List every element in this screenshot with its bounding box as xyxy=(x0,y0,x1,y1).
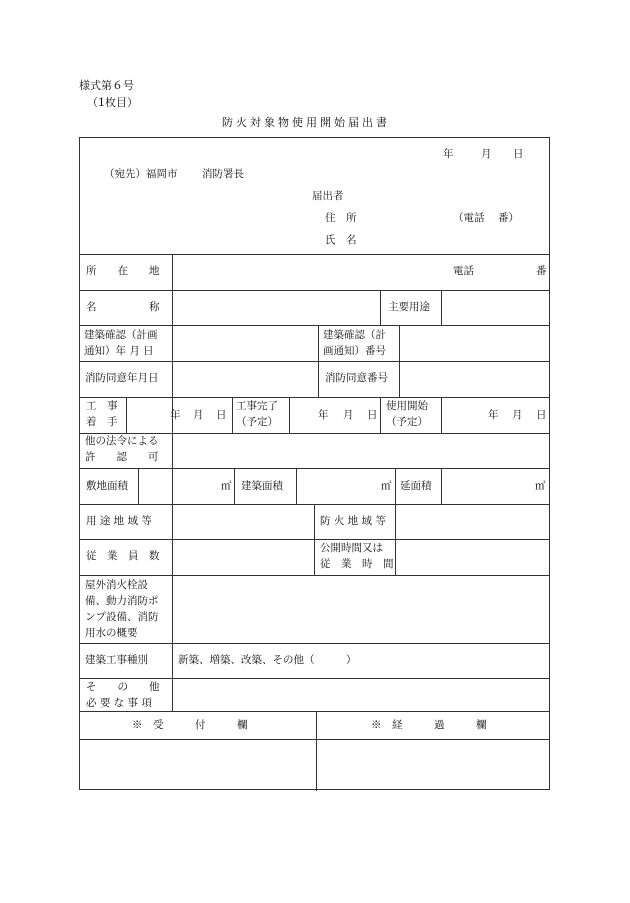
label-line: ンプ設備、消防 xyxy=(85,611,159,623)
label-line: 画通知）番号 xyxy=(323,345,386,357)
divider xyxy=(289,397,290,433)
completion-label xyxy=(236,400,278,429)
building-area-label: 建築面積 xyxy=(241,480,283,492)
notification-form xyxy=(79,137,550,790)
use-start-day: 日 xyxy=(536,409,547,421)
label-line: 公開時間又は xyxy=(320,542,383,554)
completion-month: 月 xyxy=(343,409,354,421)
divider xyxy=(296,468,297,504)
label-line: 建築確認（計 xyxy=(323,329,386,341)
start-day: 日 xyxy=(216,409,227,421)
site-area-unit: ㎡ xyxy=(221,480,232,492)
divider xyxy=(138,468,139,504)
phone-label: （電話 xyxy=(453,212,485,224)
name-label: 氏 名 xyxy=(325,234,357,246)
divider xyxy=(316,711,317,791)
label-line: 着 手 xyxy=(86,416,118,428)
divider xyxy=(80,433,549,434)
label-line: 通知）年 月 日 xyxy=(84,345,154,357)
use-start-month: 月 xyxy=(512,409,523,421)
facility-name-label: 名 称 xyxy=(86,301,160,313)
total-floor-area-unit: ㎡ xyxy=(535,480,546,492)
divider xyxy=(80,678,549,679)
location-phone-suffix: 番 xyxy=(536,265,547,277)
address-label: 住 所 xyxy=(325,212,357,224)
date-month: 月 xyxy=(481,148,492,160)
site-area-label: 敷地面積 xyxy=(86,480,128,492)
construction-start-label xyxy=(86,400,118,429)
label-line: 備、動力消防ポ xyxy=(85,595,159,607)
divider xyxy=(441,290,442,325)
start-month: 月 xyxy=(193,409,204,421)
label-line: 工事完了 xyxy=(236,400,278,412)
divider xyxy=(80,711,549,712)
addressee-name: 消防署長 xyxy=(202,168,244,180)
divider xyxy=(380,397,381,433)
divider xyxy=(80,643,549,644)
divider xyxy=(172,254,173,711)
divider xyxy=(80,290,549,291)
other-items-label xyxy=(86,681,160,710)
divider xyxy=(395,504,396,575)
form-number: 様式第６号 xyxy=(79,79,134,92)
start-year: 年 xyxy=(170,409,181,421)
divider xyxy=(80,254,549,255)
divider xyxy=(234,468,235,504)
label-line: 用水の概要 xyxy=(85,627,138,639)
label-line: そ の 他 xyxy=(86,681,160,693)
divider xyxy=(80,468,549,469)
label-line: 工 事 xyxy=(86,400,118,412)
use-zone-label: 用 途 地 域 等 xyxy=(86,515,152,527)
location-label xyxy=(86,265,166,278)
completion-day: 日 xyxy=(367,409,378,421)
phone-suffix: 番） xyxy=(498,212,519,224)
label-line: 建築確認（計画 xyxy=(84,329,158,341)
divider xyxy=(80,361,549,362)
other-permit-label xyxy=(85,435,159,464)
divider xyxy=(399,325,400,397)
divider xyxy=(80,739,549,740)
building-area-unit: ㎡ xyxy=(381,480,392,492)
page-title: 防火対象物使用開始届出書 xyxy=(222,116,390,129)
sheet-number: （1枚目） xyxy=(87,96,138,109)
label-line: 使用開始 xyxy=(386,400,428,412)
date-day: 日 xyxy=(513,148,524,160)
divider xyxy=(380,290,381,325)
label-line: 必 要 な 事 項 xyxy=(86,697,152,709)
divider xyxy=(318,325,319,397)
fire-zone-label: 防 火 地 域 等 xyxy=(320,515,386,527)
use-start-year: 年 xyxy=(488,409,499,421)
fire-consent-no-label: 消防同意番号 xyxy=(325,372,388,384)
fire-consent-date-label: 消防同意年月日 xyxy=(85,372,159,384)
divider xyxy=(441,397,442,433)
hours-label xyxy=(320,542,394,571)
label-line: 屋外消火栓設 xyxy=(85,579,148,591)
construction-type-value: 新築、増築、改築、その他（ ） xyxy=(178,654,357,666)
label-line: 他の法令による xyxy=(85,435,159,447)
divider xyxy=(232,397,233,433)
date-year: 年 xyxy=(443,148,454,160)
divider xyxy=(80,325,549,326)
addressee-prefix: （宛先）福岡市 xyxy=(104,168,178,180)
divider xyxy=(395,468,396,504)
applicant-label: 届出者 xyxy=(312,190,344,202)
location-label-text: 所 在 地 xyxy=(86,265,160,277)
divider xyxy=(314,504,315,575)
completion-year: 年 xyxy=(318,409,329,421)
construction-type-label: 建築工事種別 xyxy=(85,654,148,666)
reception-column-header: ※ 受 付 欄 xyxy=(132,719,248,731)
main-use-label: 主要用途 xyxy=(388,301,430,313)
divider xyxy=(80,397,549,398)
progress-column-header: ※ 経 過 欄 xyxy=(371,719,487,731)
label-line: （予定） xyxy=(236,416,278,428)
building-confirm-no-label xyxy=(323,329,386,358)
building-confirm-date-label xyxy=(84,329,158,358)
divider xyxy=(441,468,442,504)
employees-label: 従 業 員 数 xyxy=(86,550,160,562)
divider xyxy=(126,397,127,433)
hydrant-overview-label xyxy=(85,579,159,640)
divider xyxy=(80,575,549,576)
location-phone-label: 電話 xyxy=(453,265,474,277)
label-line: 許 認 可 xyxy=(85,451,159,463)
total-floor-area-label: 延面積 xyxy=(400,480,432,492)
label-line: （予定） xyxy=(386,416,428,428)
use-start-label xyxy=(386,400,428,429)
label-line: 従 業 時 間 xyxy=(320,558,394,570)
